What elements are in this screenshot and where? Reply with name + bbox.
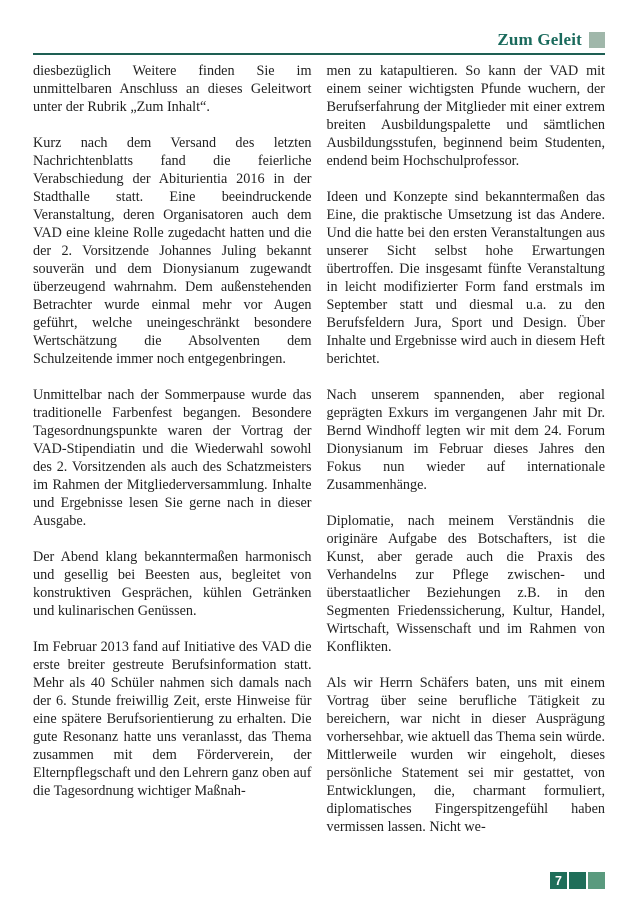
paragraph: Diplomatie, nach meinem Verständnis die originäre Aufgabe des Botschafters, ist die Kunst, aber gerade auch die Praxis des Verhandelns zur Pflege zwischen- und überstaatlicher Beziehungen z.B. in den Segmenten Friedenssicherung, Kultur, Handel, Wirtschaft, Wissenschaft und im Rahmen von Konflikten. [326,513,605,655]
paragraph: men zu katapultieren. So kann der VAD mit einem seiner wichtigsten Pfunde wuchern, der Berufserfahrung der Mitglieder mit einer extrem breiten Ausbildungspalette und sämtlichen Ausbildungsstufen, beginnend beim Studenten, endend beim Hochschulprofessor. [326,63,605,169]
page-footer [550,872,605,889]
section-marker-square-icon [589,32,605,48]
text-column-right [327,62,606,854]
paragraph: Nach unserem spannenden, aber regional geprägten Exkurs im vergangenen Jahr mit Dr. Bernd Windhoff legten wir mit dem 24. Forum Dionysianum im Februar dieses Jahres den Fokus nun wieder auf internationale Zusammenhänge. [326,387,605,493]
paragraph: Unmittelbar nach der Sommerpause wurde das traditionelle Farbenfest begangen. Besondere Tagesordnungspunkte waren der Vortrag der VAD-Stipendiatin und die Wiederwahl sowohl des 2. Vorsitzenden als auch des Schatzmeisters im Rahmen der Mitgliederversammlung. Inhalte und Ergebnisse lesen Sie gerne nach in dieser Ausgabe. [33,387,312,529]
header-row [33,30,605,50]
paragraph: diesbezüglich Weitere finden Sie im unmittelbaren Anschluss an dieses Geleitwort unter der Rubrik „Zum Inhalt“. [33,63,312,115]
page-number: 7 [550,872,567,889]
footer-square-dark-icon [569,872,586,889]
article-body [33,62,605,854]
header-rule [33,53,605,55]
section-title: Zum Geleit [497,30,582,49]
text-column-left [33,62,312,854]
footer-square-light-icon [588,872,605,889]
page-header [33,30,605,55]
paragraph: Kurz nach dem Versand des letzten Nachrichtenblatts fand die feierliche Verabschiedung der Abiturientia 2016 in der Stadthalle statt. Eine beeindruckende Veranstaltung, deren Organisatoren auch dem VAD eine kleine Rolle zugedacht hatten und die der 2. Vorsitzende Johannes Juling bekannt souverän und dem Dionysianum zugewandt überzeugend wahrnahm. Dem außenstehenden Betrachter wurde einmal mehr vor Augen geführt, welche uneingeschränkt besondere Wertschätzung die Absolventen dem Schulzeitende immer noch entgegenbringen. [33,135,312,367]
paragraph: Im Februar 2013 fand auf Initiative des VAD die erste breiter gestreute Berufsinformation statt. Mehr als 40 Schüler nahmen sich damals nach der 6. Stunde freiwillig Zeit, erste Hinweise für eine spätere Berufsorientierung zu erhalten. Die gute Resonanz hatte uns veranlasst, das Thema zusammen mit dem Förderverein, der Elternpflegschaft und den Lehrern ganz oben auf die Tagesordnung wichtiger Maßnah- [33,639,312,799]
paragraph: Ideen und Konzepte sind bekanntermaßen das Eine, die praktische Umsetzung ist das Andere. Und die hatte bei den ersten Veranstaltungen aus unserer Sicht selbst hohe Erwartungen übertroffen. Die insgesamt fünfte Veranstaltung in leicht modifizierter Form fand erstmals im September statt und diesmal u.a. zu den Berufsfeldern Jura, Sport und Design. Über Inhalte und Ergebnisse wird auch in diesem Heft berichtet. [326,189,605,367]
paragraph: Als wir Herrn Schäfers baten, uns mit einem Vortrag über seine berufliche Tätigkeit zu bereichern, war nicht in dieser Ausprägung vorhersehbar, wie aktuell das Thema sein würde. Mittlerweile wurden wir eingeholt, dieses persönliche Statement sei mir gestattet, von Entwicklungen, die, charmant formuliert, diplomatisches Fingerspitzengefühl haben vermissen lassen. Nicht we- [326,675,605,835]
paragraph: Der Abend klang bekanntermaßen harmonisch und gesellig bei Beesten aus, begleitet von konstruktiven Gesprächen, kühlen Getränken und kulinarischen Genüssen. [33,549,312,619]
